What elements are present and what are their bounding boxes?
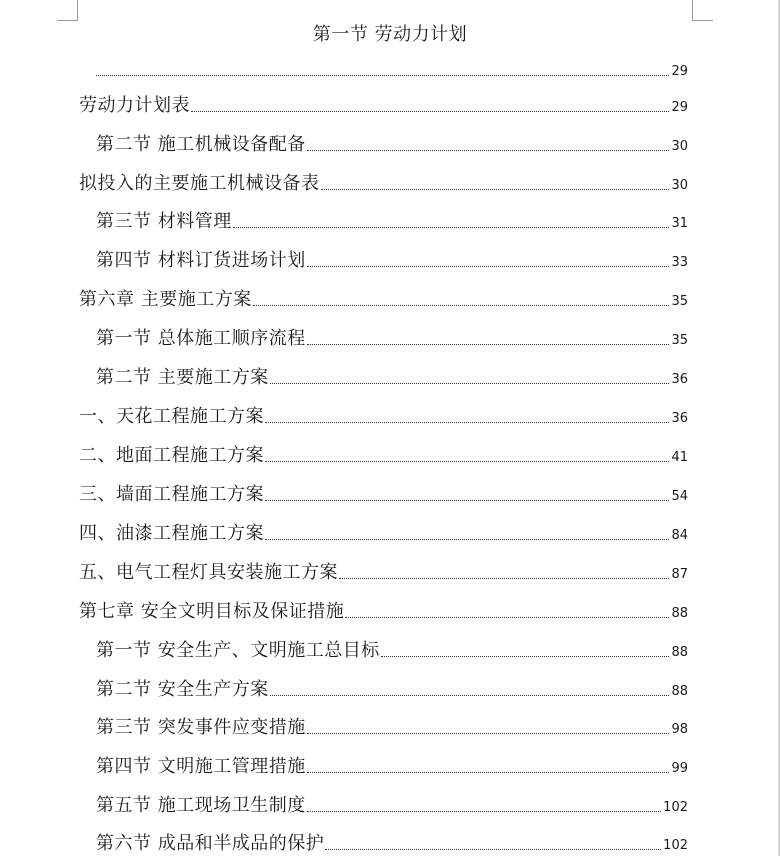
toc-entry-label: 二、地面工程施工方案 (79, 445, 264, 466)
toc-page-number: 88 (671, 606, 688, 621)
toc-entry[interactable] (96, 131, 688, 157)
toc-page-number: 29 (671, 64, 688, 79)
toc-page-number: 102 (663, 838, 688, 853)
toc-entry[interactable] (79, 598, 688, 624)
dot-leader (307, 344, 670, 345)
toc-entry-label: 第二节 主要施工方案 (96, 367, 269, 388)
toc-entry-label: 一、天花工程施工方案 (79, 406, 264, 427)
toc-entry[interactable] (79, 481, 688, 507)
dot-leader (265, 539, 669, 540)
dot-leader (381, 656, 670, 657)
toc-continuation-line[interactable] (96, 56, 688, 82)
toc-page-number: 30 (671, 139, 688, 154)
toc-entry-label: 第三节 突发事件应变措施 (96, 717, 306, 738)
dot-leader (307, 811, 661, 812)
dot-leader (270, 383, 670, 384)
dot-leader (265, 461, 669, 462)
toc-page-number: 36 (671, 411, 688, 426)
toc-entry[interactable] (79, 520, 688, 546)
toc-page-number: 36 (671, 372, 688, 387)
dot-leader (307, 772, 670, 773)
dot-leader (307, 266, 670, 267)
dot-leader (265, 500, 669, 501)
toc-entry[interactable] (96, 676, 688, 702)
toc-entry-label: 五、电气工程灯具安装施工方案 (79, 562, 338, 583)
toc-entry[interactable] (79, 403, 688, 429)
dot-leader (96, 75, 669, 76)
toc-entry-label: 第二节 施工机械设备配备 (96, 134, 306, 155)
toc-page-number: 88 (671, 645, 688, 660)
dot-leader (321, 189, 670, 190)
dot-leader (191, 111, 669, 112)
dot-leader (253, 305, 670, 306)
dot-leader (233, 227, 670, 228)
toc-entry-label: 劳动力计划表 (79, 95, 190, 116)
toc-page-number: 41 (671, 450, 688, 465)
toc-entry-label: 四、油漆工程施工方案 (79, 523, 264, 544)
toc-page-number: 87 (671, 567, 688, 582)
dot-leader (339, 578, 669, 579)
toc-entry[interactable] (96, 753, 688, 779)
toc-page-number: 33 (671, 255, 688, 270)
toc-entry[interactable] (79, 559, 688, 585)
toc-entry[interactable] (79, 286, 688, 312)
toc-entry-label: 拟投入的主要施工机械设备表 (79, 173, 320, 194)
toc-page-number: 99 (671, 761, 688, 776)
toc-entry-label: 第五节 施工现场卫生制度 (96, 795, 306, 816)
toc-entry[interactable] (79, 92, 688, 118)
toc-entry[interactable] (96, 247, 688, 273)
toc-entry[interactable] (96, 325, 688, 351)
toc-heading: 第一节 劳动力计划 (312, 24, 468, 45)
toc-entry[interactable] (96, 792, 688, 818)
toc-page-number: 88 (671, 684, 688, 699)
dot-leader (265, 422, 669, 423)
toc-entry-label: 第三节 材料管理 (96, 211, 232, 232)
toc-entry-label: 第七章 安全文明目标及保证措施 (79, 601, 345, 622)
toc-entry-label: 第六章 主要施工方案 (79, 289, 252, 310)
toc-entry-label: 三、墙面工程施工方案 (79, 484, 264, 505)
toc-entry[interactable] (79, 442, 688, 468)
toc-page-number: 35 (671, 333, 688, 348)
toc-entry[interactable] (96, 364, 688, 390)
toc-page-number: 102 (663, 800, 688, 815)
toc-entry-label: 第二节 安全生产方案 (96, 679, 269, 700)
toc-entry-label: 第一节 总体施工顺序流程 (96, 328, 306, 349)
toc-page-number: 84 (671, 528, 688, 543)
toc-page-number: 29 (671, 100, 688, 115)
toc-entry[interactable] (79, 170, 688, 196)
dot-leader (307, 150, 670, 151)
toc-page-number: 31 (671, 216, 688, 231)
toc-page-number: 35 (671, 294, 688, 309)
toc-entry-label: 第六节 成品和半成品的保护 (96, 833, 325, 854)
toc-entry-label: 第一节 安全生产、文明施工总目标 (96, 640, 380, 661)
dot-leader (325, 849, 661, 850)
dot-leader (270, 695, 670, 696)
dot-leader (345, 617, 669, 618)
toc-entry[interactable] (96, 208, 688, 234)
toc-entry-label: 第四节 文明施工管理措施 (96, 756, 306, 777)
toc-entry-label: 第四节 材料订货进场计划 (96, 250, 306, 271)
toc-page-number: 30 (671, 178, 688, 193)
toc-page-number: 98 (671, 722, 688, 737)
dot-leader (307, 733, 670, 734)
toc-entry[interactable] (96, 714, 688, 740)
toc-page-number: 54 (671, 489, 688, 504)
toc-entry[interactable] (96, 830, 688, 856)
toc-entry[interactable] (96, 637, 688, 663)
